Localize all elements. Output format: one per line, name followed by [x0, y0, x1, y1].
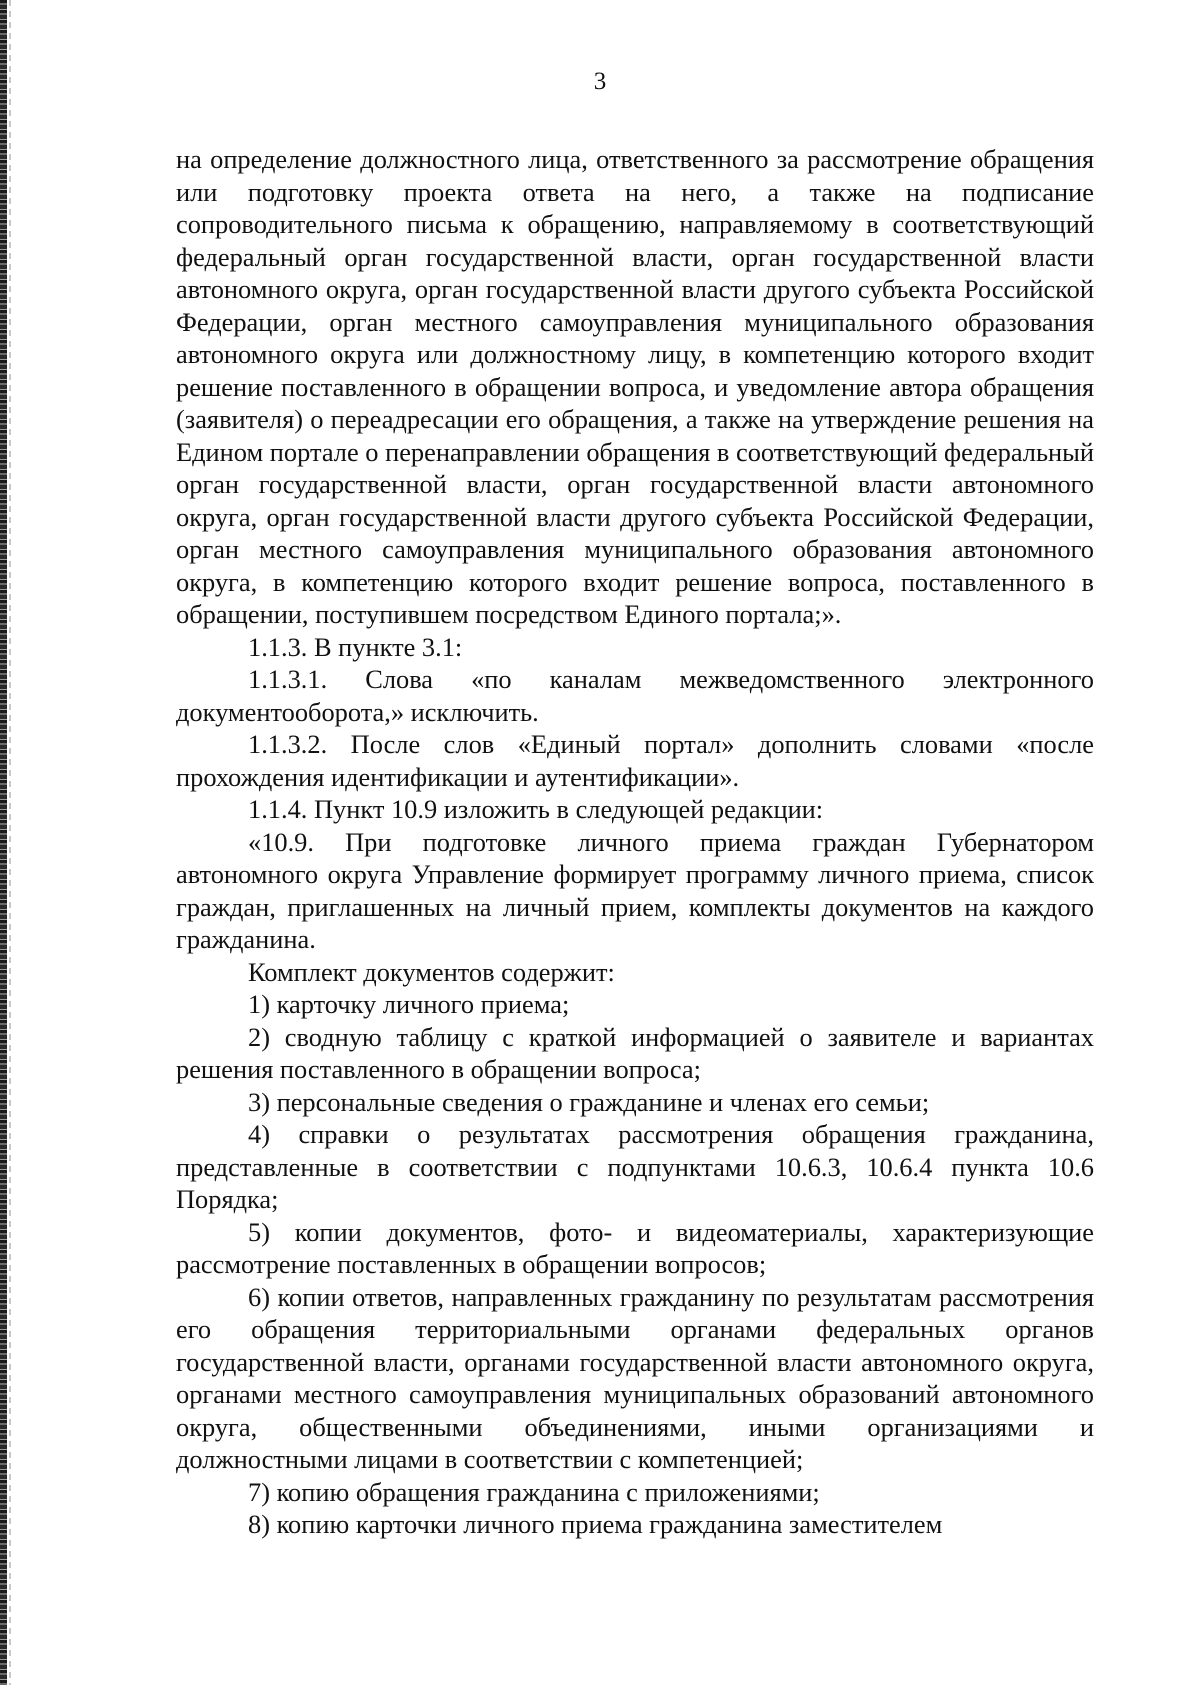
paragraph-10-9: «10.9. При подготовке личного приема граждан Губернатором автономного округа Управление формирует программу личного приема, список граждан, приглашенных на личный прием, комплекты документов на каждого гражданина.	[176, 826, 1094, 954]
list-item-6: 6) копии ответов, направленных гражданину по результатам рассмотрения его обращения территориальными органами федеральных органов государственной власти, органами государственной власти автономного округа, органами местного самоуправления муниципальных образований автономного округа, общественными объединениями, иными организациями и должностными лицами в соответствии с компетенцией;	[176, 1281, 1094, 1474]
paragraph-1-1-3-1: 1.1.3.1. Слова «по каналам межведомственного электронного документооборота,» исключить.	[176, 664, 1094, 727]
page-number: 3	[593, 68, 607, 95]
paragraph-continuation: на определение должностного лица, ответственного за рассмотрение обращения или подготовку проекта ответа на него, а также на подписание сопроводительного письма к обращению, направляемому в соответствующий федеральный орган государственной власти, орган государственной власти автономного округа, орган государственной власти другого субъекта Российской Федерации, орган местного самоуправления муниципального образования автономного округа или должностному лицу, в компетенцию которого входит решение поставленного в обращении вопроса, и уведомление автора обращения (заявителя) о переадресации его обращения, а также на утверждение решения на Едином портале о перенаправлении обращения в соответствующий федеральный орган государственной власти, орган государственной власти автономного округа, орган государственной власти другого субъекта Российской Федерации, орган местного самоуправления муниципального образования автономного округа, в компетенцию которого входит решение вопроса, поставленного в обращении, поступившем посредством Единого портала;».	[176, 144, 1094, 629]
paragraph-1-1-3-2: 1.1.3.2. После слов «Единый портал» дополнить словами «после прохождения идентификации и аутентификации».	[176, 729, 1094, 792]
list-item-1: 1) карточку личного приема;	[248, 989, 570, 1019]
list-item-8: 8) копию карточки личного приема гражданина заместителем	[248, 1509, 943, 1539]
scan-edge-artifact	[0, 0, 7, 1685]
list-item-5: 5) копии документов, фото- и видеоматериалы, характеризующие рассмотрение поставленных в обращении вопросов;	[176, 1216, 1094, 1279]
list-item-7: 7) копию обращения гражданина с приложениями;	[248, 1476, 820, 1507]
paragraph-1-1-4: 1.1.4. Пункт 10.9 изложить в следующей редакции:	[248, 794, 824, 824]
list-item-3: 3) персональные сведения о гражданине и членах его семьи;	[248, 1086, 930, 1117]
list-item-4: 4) справки о результатах рассмотрения обращения гражданина, представленные в соответствии с подпунктами 10.6.3, 10.6.4 пункта 10.6 Порядка;	[176, 1119, 1094, 1214]
document-body	[176, 143, 1094, 1541]
paragraph-document-set: Комплект документов содержит:	[248, 956, 615, 987]
scan-edge-artifact-inner	[9, 0, 11, 1685]
paragraph-1-1-3: 1.1.3. В пункте 3.1:	[248, 631, 463, 662]
list-item-2: 2) сводную таблицу с краткой информацией о заявителе и вариантах решения поставленного в обращении вопроса;	[176, 1021, 1094, 1084]
